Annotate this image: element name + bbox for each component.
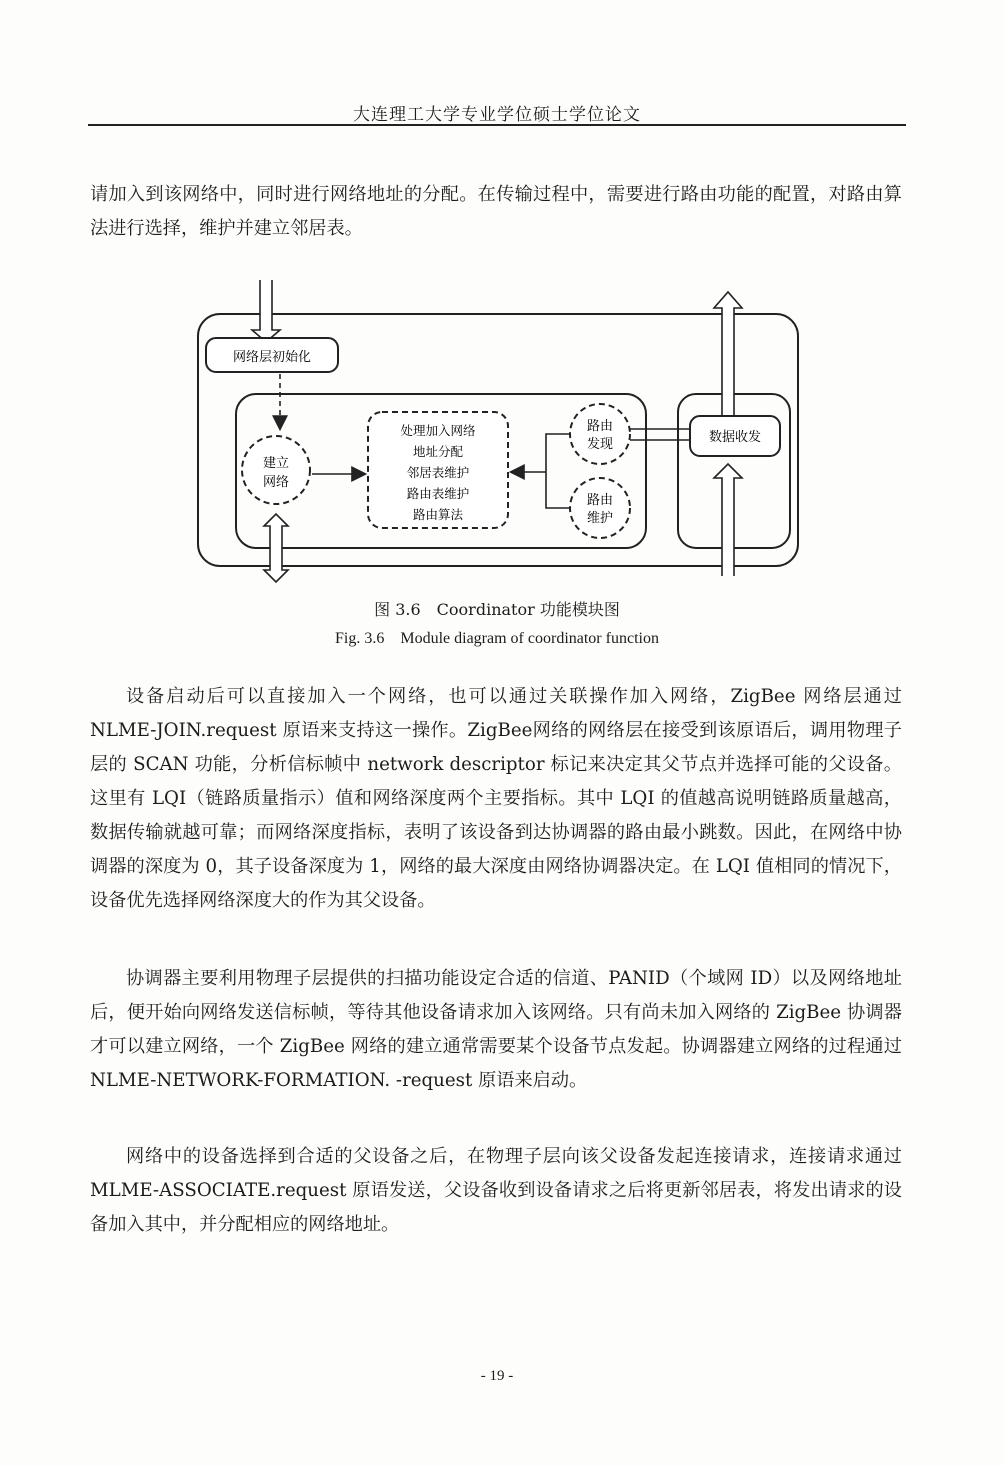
route-maintain-node <box>570 478 630 538</box>
data-label: 数据收发 <box>708 430 762 445</box>
route-maintain-label-2: 维护 <box>586 511 614 526</box>
page-number: - 19 - <box>480 1368 514 1384</box>
process-line-3: 邻居表维护 <box>406 465 470 480</box>
process-line-2: 地址分配 <box>412 444 464 459</box>
establish-label-1: 建立 <box>262 456 290 471</box>
coordinator-module-diagram <box>190 278 810 588</box>
route-connector <box>546 434 570 508</box>
paragraph-3: 协调器主要利用物理子层提供的扫描功能设定合适的信道、PANID（个域网 ID）以及网络地址后，便开始向网络发送信标帧，等待其他设备请求加入该网络。只有尚未加入网络的 ZigBee 协调器才可以建立网络，一个 ZigBee 网络的建立通常需要某个设备节点发起。协调器建立网络的过程通过 NLME-NETWORK-FORMATION. -request 原语来启动。 <box>90 968 902 1091</box>
input-up-arrow-icon <box>714 464 742 576</box>
route-discovery-label-2: 发现 <box>586 437 614 452</box>
route-maintain-label-1: 路由 <box>586 493 614 508</box>
paragraph-4: 网络中的设备选择到合适的父设备之后，在物理子层向该父设备发起连接请求，连接请求通过 MLME-ASSOCIATE.request 原语发送，父设备收到设备请求之后将更新邻居表，将发出请求的设备加入其中，并分配相应的网络地址。 <box>90 1146 902 1235</box>
header-rule <box>88 124 906 126</box>
init-label: 网络层初始化 <box>232 350 312 365</box>
establish-label-2: 网络 <box>262 475 290 490</box>
paragraph-2: 设备启动后可以直接加入一个网络，也可以通过关联操作加入网络，ZigBee 网络层通过 NLME-JOIN.request 原语来支持这一操作。ZigBee网络的网络层在接受到该原语后，调用物理子层的 SCAN 功能，分析信标帧中 network descriptor 标记来决定其父节点并选择可能的父设备。这里有 LQI（链路质量指示）值和网络深度两个主要指标。其中 LQI 的值越高说明链路质量越高，数据传输就越可靠；而网络深度指标，表明了该设备到达协调器的路由最小跳数。因此，在网络中协调器的深度为 0，其子设备深度为 1，网络的最大深度由网络协调器决定。在 LQI 值相同的情况下，设备优先选择网络深度大的作为其父设备。 <box>90 686 902 911</box>
route-discovery-label-1: 路由 <box>586 419 614 434</box>
process-line-5: 路由算法 <box>412 507 464 522</box>
input-arrow-icon <box>252 280 280 342</box>
figure-caption-zh: 图 3.6 Coordinator 功能模块图 <box>374 600 620 619</box>
process-line-1: 处理加入网络 <box>400 423 476 438</box>
figure-caption-en: Fig. 3.6 Module diagram of coordinator function <box>335 630 659 647</box>
route-discovery-node <box>570 404 630 464</box>
thesis-header: 大连理工大学专业学位硕士学位论文 <box>353 105 641 125</box>
process-line-4: 路由表维护 <box>406 486 470 501</box>
paragraph-1: 请加入到该网络中，同时进行网络地址的分配。在传输过程中，需要进行路由功能的配置，对路由算法进行选择，维护并建立邻居表。 <box>90 184 902 239</box>
